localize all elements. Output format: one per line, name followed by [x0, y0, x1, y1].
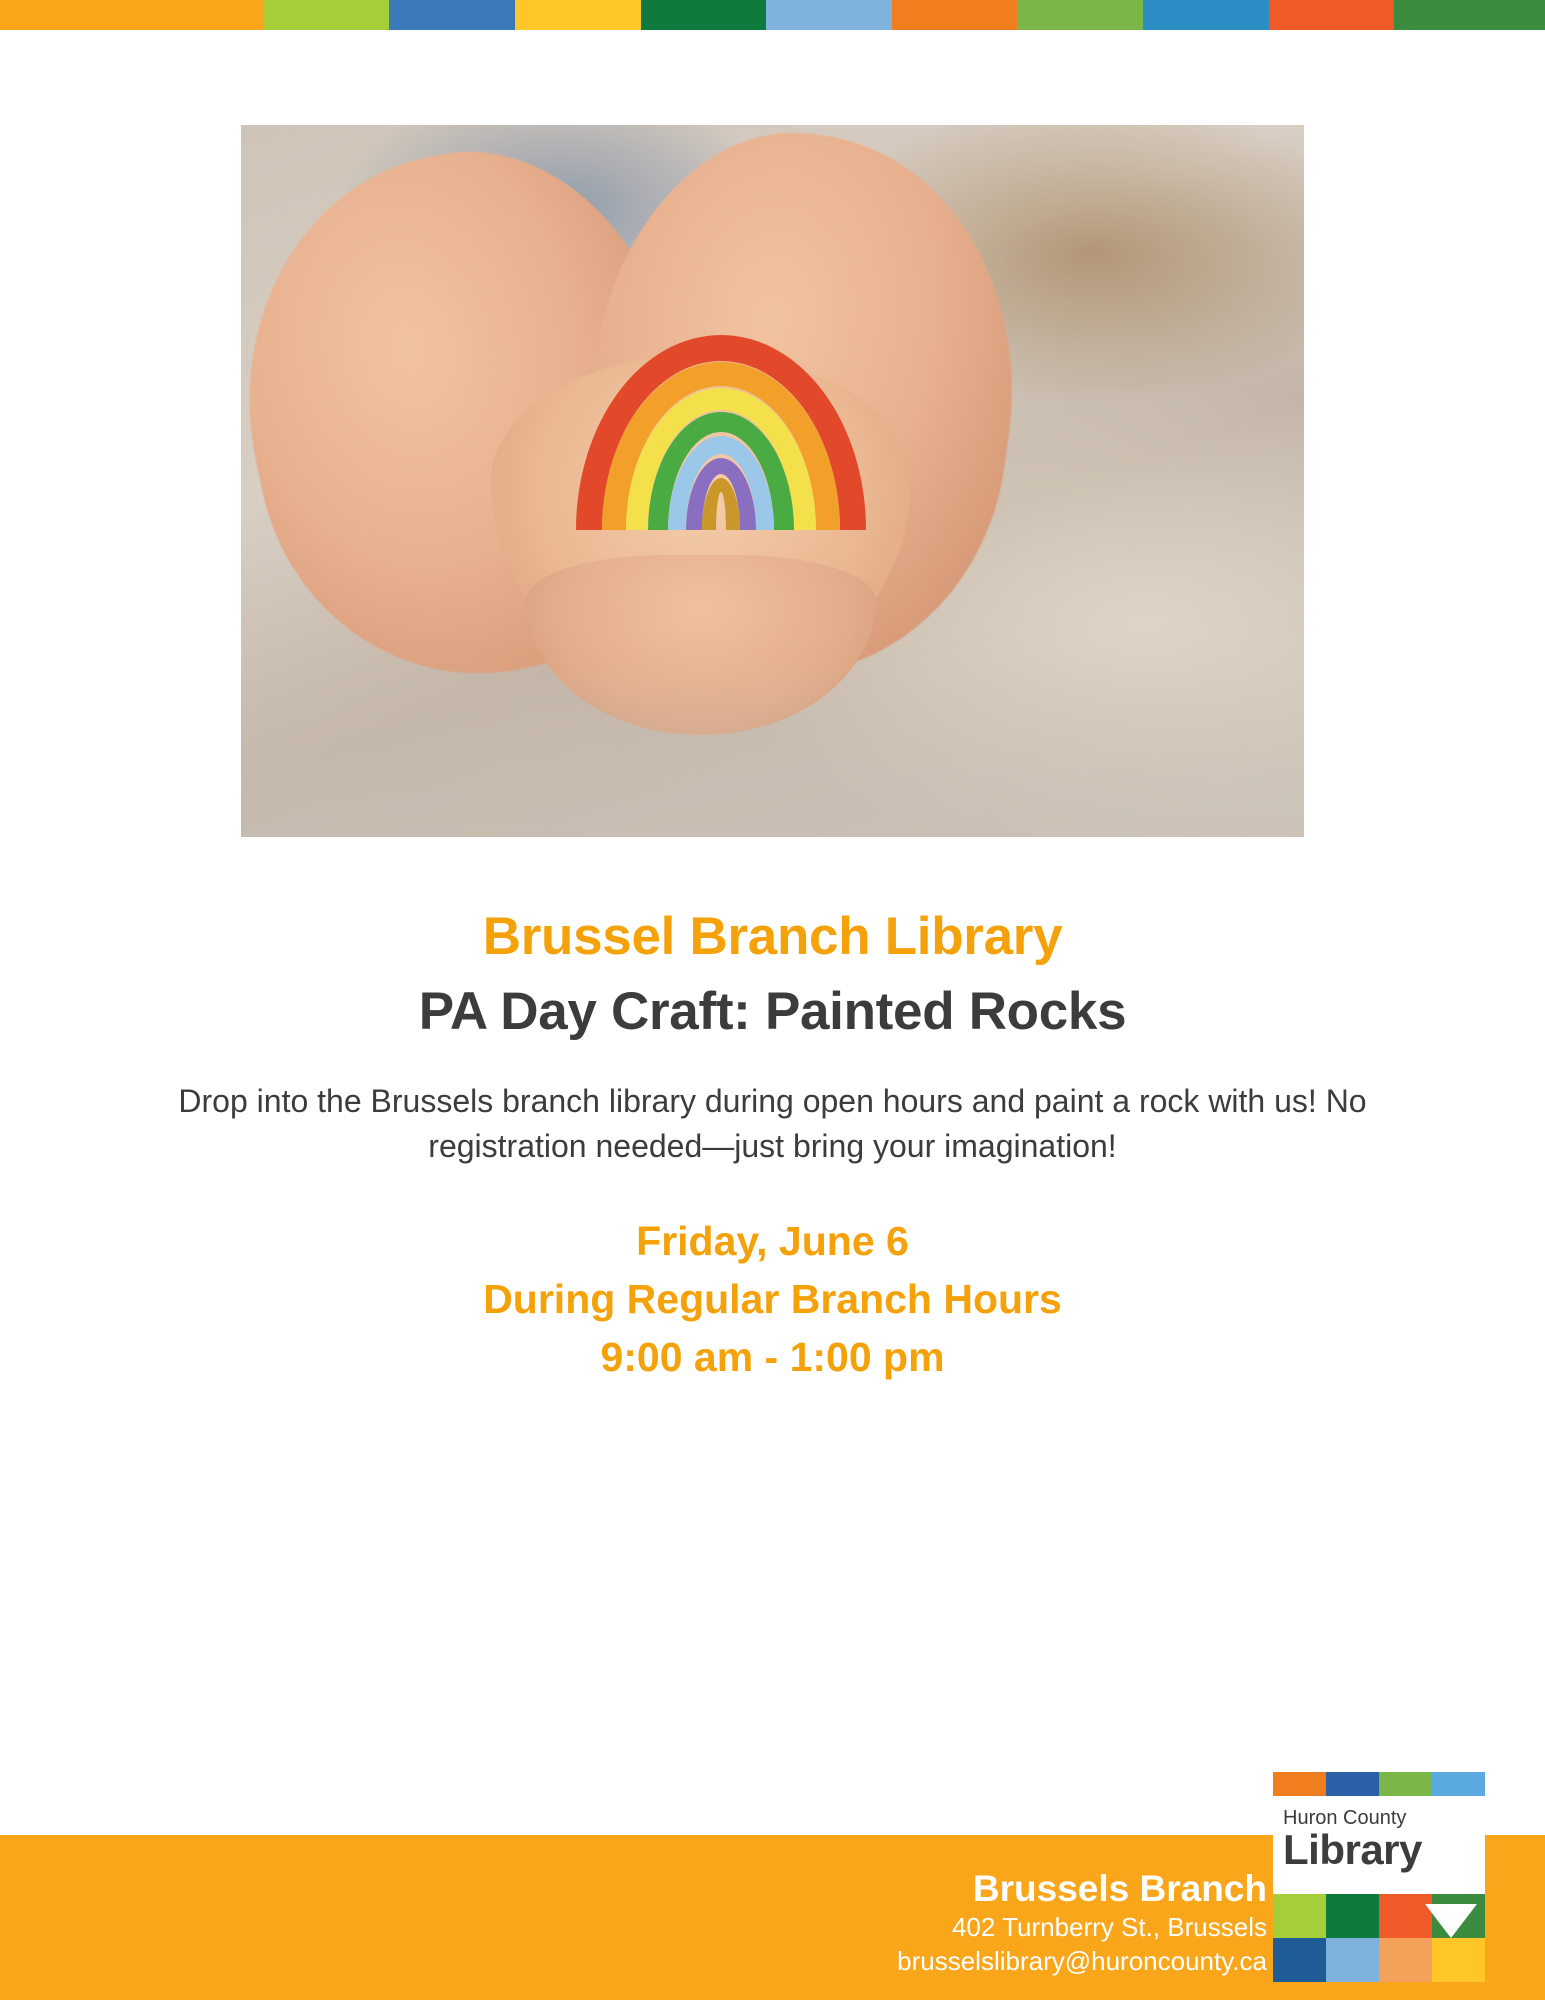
color-segment: [389, 0, 515, 30]
logo-grid-cell: [1326, 1938, 1379, 1982]
color-segment: [1269, 0, 1395, 30]
logo-huron-county: Huron County: [1283, 1807, 1407, 1829]
event-photo: [241, 125, 1304, 837]
logo-wordmark: [1273, 1796, 1485, 1872]
event-title: PA Day Craft: Painted Rocks: [418, 981, 1127, 1041]
logo-grid-cell: [1432, 1938, 1485, 1982]
color-segment: [641, 0, 767, 30]
color-segment: [264, 0, 390, 30]
huron-county-library-logo: [1273, 1772, 1485, 1982]
photo-foreground-blur: [241, 657, 1304, 837]
logo-grid-cell: [1273, 1938, 1326, 1982]
color-segment: [0, 0, 138, 30]
event-date: Friday, June 6: [636, 1217, 909, 1264]
event-details: [120, 1212, 1425, 1387]
event-description: Drop into the Brussels branch library during open hours and paint a rock with us! No registration needed—just bring your imagination!: [178, 1082, 1367, 1165]
color-segment: [1394, 0, 1545, 30]
color-segment: [1017, 0, 1143, 30]
color-segment: [515, 0, 641, 30]
logo-stripe: [1326, 1772, 1379, 1796]
logo-library: Library: [1283, 1826, 1422, 1873]
logo-top-stripes: [1273, 1772, 1485, 1796]
logo-checkmark-icon: [1425, 1904, 1477, 1938]
logo-grid-cell: [1326, 1894, 1379, 1938]
color-segment: [138, 0, 264, 30]
color-segment: [1143, 0, 1269, 30]
logo-grid-cell: [1379, 1938, 1432, 1982]
color-segment: [892, 0, 1018, 30]
branch-title: Brussel Branch Library: [482, 907, 1063, 966]
logo-stripe: [1273, 1772, 1326, 1796]
footer-email[interactable]: brusselslibrary@huroncounty.ca: [897, 1945, 1267, 1976]
color-segment: [766, 0, 892, 30]
event-hours-label: During Regular Branch Hours: [483, 1275, 1062, 1322]
rainbow-rock: [571, 330, 871, 530]
footer-contact: [897, 1866, 1267, 1978]
logo-stripe: [1432, 1772, 1485, 1796]
logo-stripe: [1379, 1772, 1432, 1796]
footer-branch-name: Brussels Branch: [972, 1868, 1267, 1910]
footer-address: 402 Turnberry St., Brussels: [951, 1912, 1267, 1943]
poster-content: [0, 907, 1545, 1386]
event-time: 9:00 am - 1:00 pm: [600, 1334, 945, 1381]
top-color-bar: [0, 0, 1545, 30]
logo-grid-cell: [1273, 1894, 1326, 1938]
